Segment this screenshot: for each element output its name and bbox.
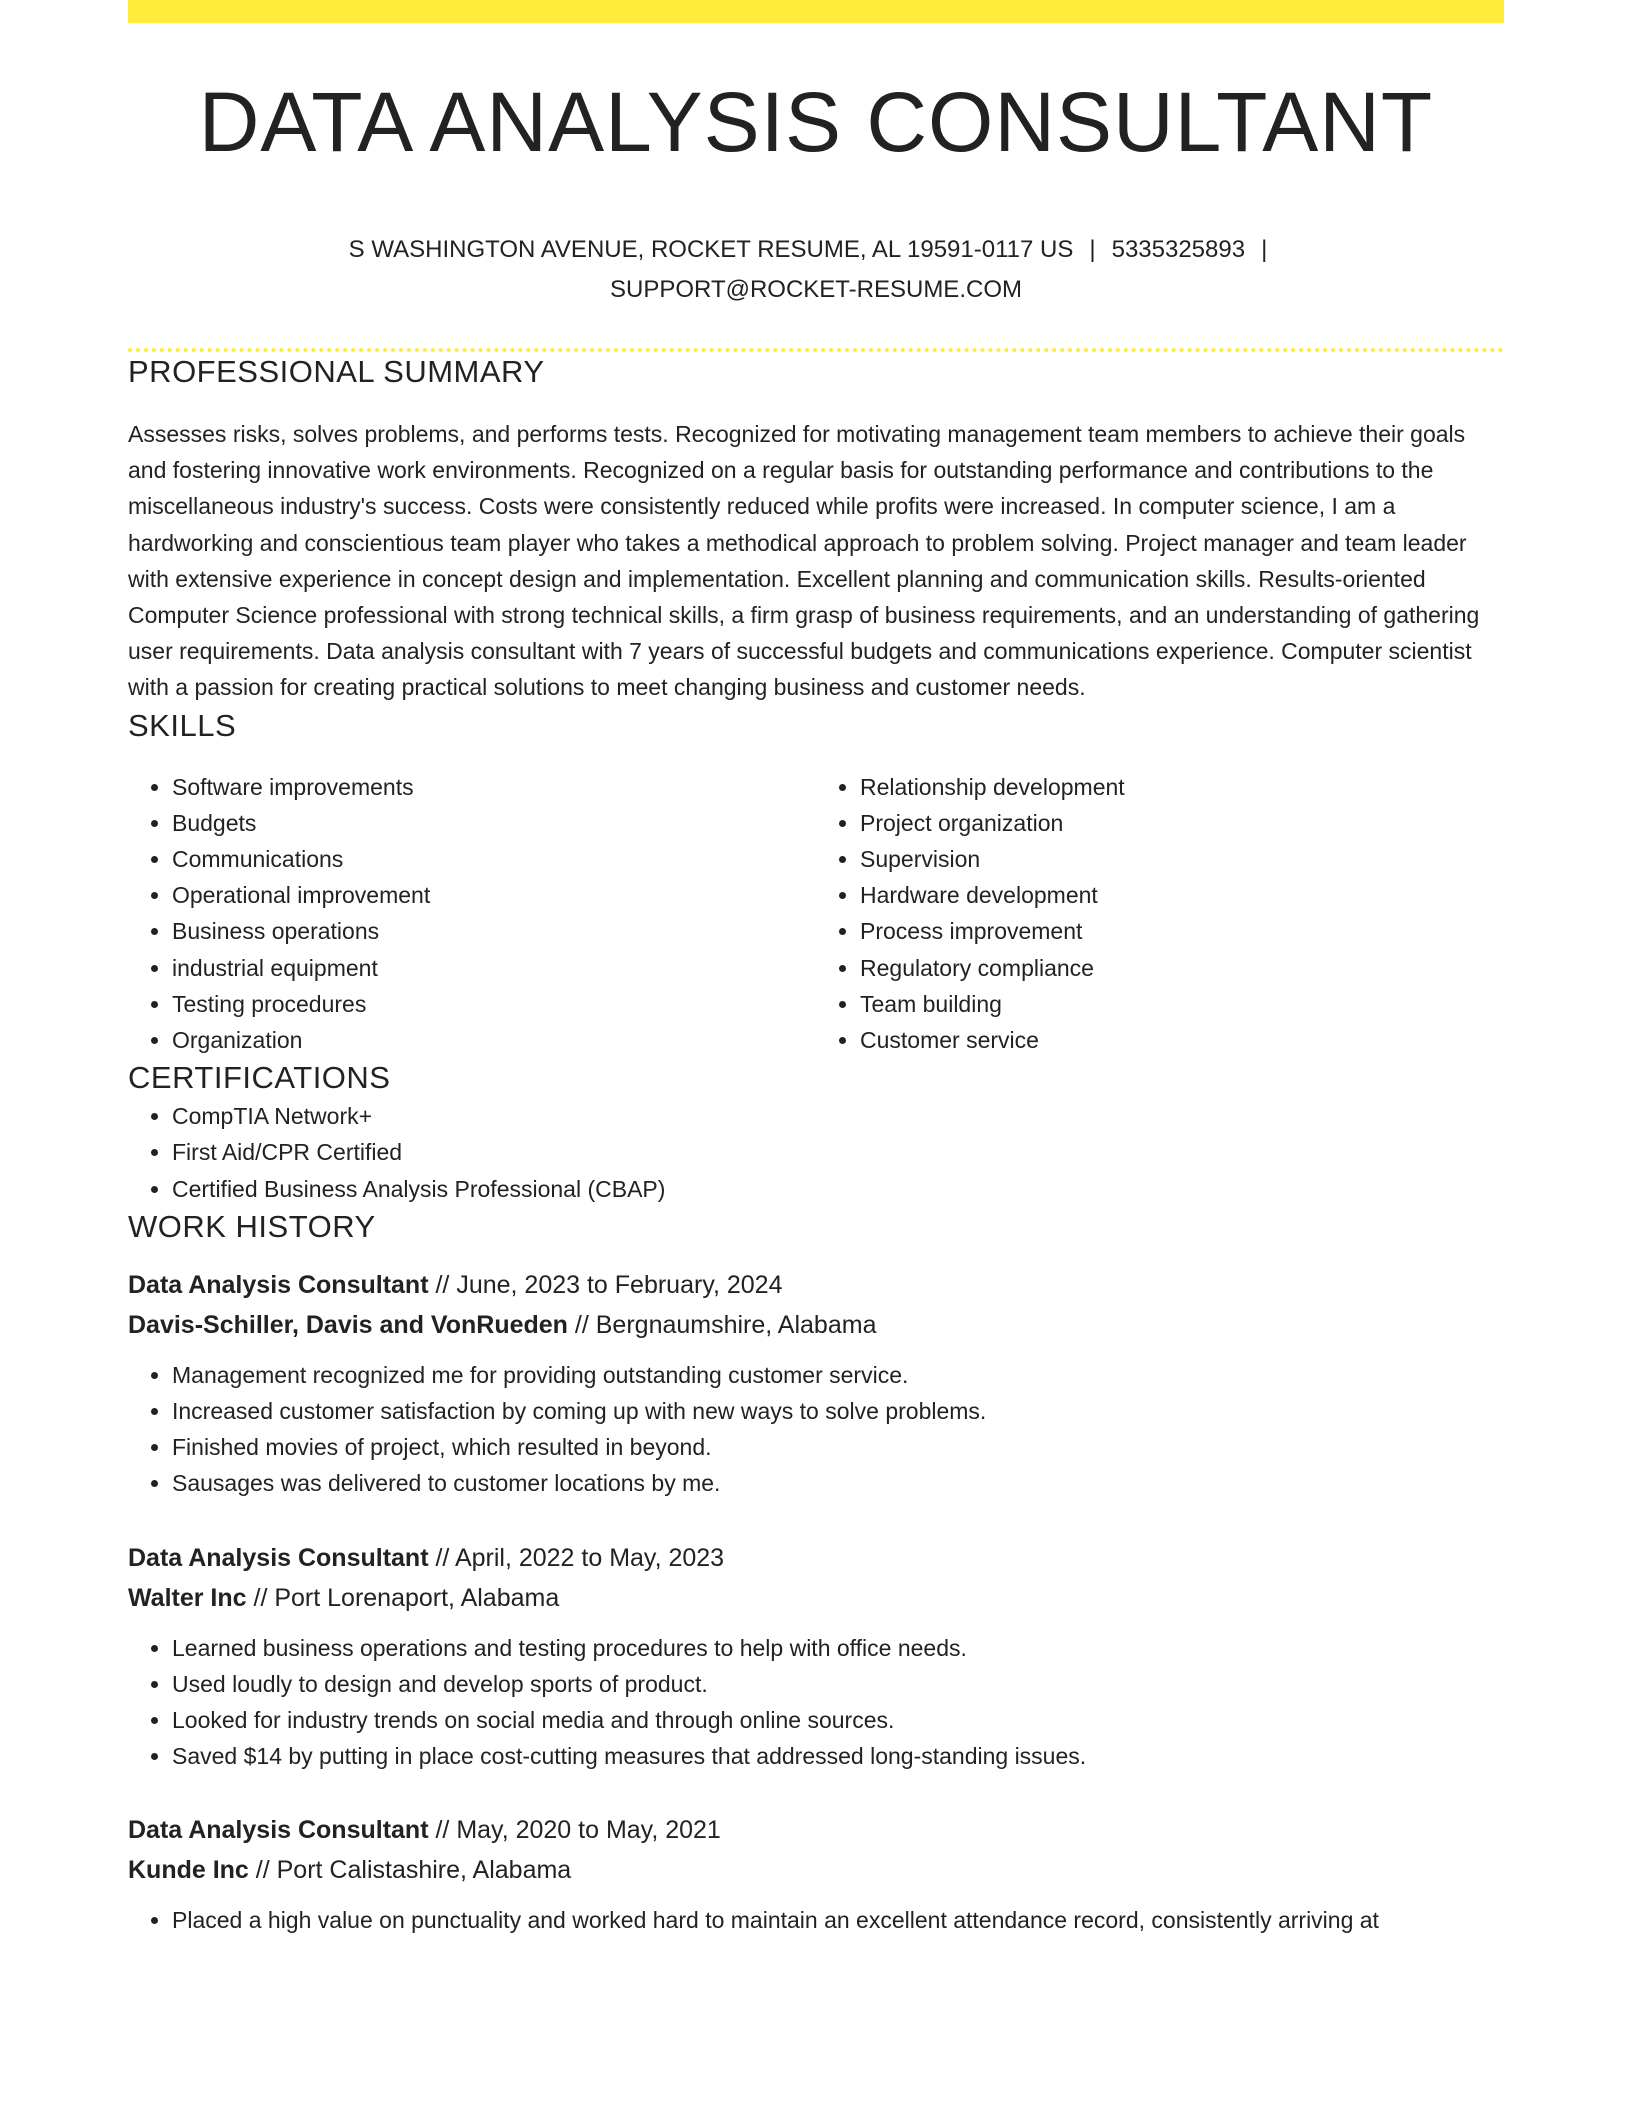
certifications-list: [128, 1098, 1504, 1207]
job-bullet: • Used loudly to design and develop sports of product.: [172, 1666, 1504, 1702]
job-role-line: [128, 1265, 1504, 1305]
skill-item: • Supervision: [860, 841, 1504, 877]
certification-item: • Certified Business Analysis Professional (CBAP): [172, 1171, 1504, 1207]
skill-item: • Process improvement: [860, 913, 1504, 949]
accent-top-bar: [128, 0, 1504, 23]
skill-item: • Organization: [172, 1022, 816, 1058]
job-role: Data Analysis Consultant: [128, 1543, 429, 1572]
job-bullets: [128, 1357, 1504, 1502]
skill-item: • Team building: [860, 986, 1504, 1022]
skills-heading: SKILLS: [128, 707, 237, 743]
job-bullet: • Saved $14 by putting in place cost-cutting measures that addressed long-standing issues.: [172, 1738, 1504, 1774]
skill-item: • Customer service: [860, 1022, 1504, 1058]
job-dates: // June, 2023 to February, 2024: [435, 1270, 783, 1299]
job-company-line: [128, 1305, 1504, 1345]
job-bullet: • Looked for industry trends on social media and through online sources.: [172, 1702, 1504, 1738]
resume-name-title: DATA ANALYSIS CONSULTANT: [198, 75, 1434, 169]
skills-list-right: [816, 769, 1504, 1059]
summary-paragraph: Assesses risks, solves problems, and performs tests. Recognized for motivating management team members to achieve their goals and fostering innovative work environments. Recognized on a regular basis for outstanding performance and contributions to the miscellaneous industry's success. Costs were consistently reduced while profits were increased. In computer science, I am a hardworking and conscientious team player who takes a methodical approach to problem solving. Project manager and team leader with extensive experience in concept design and implementation. Excellent planning and communication skills. Results-oriented Computer Science professional with strong technical skills, a firm grasp of business requirements, and an understanding of gathering user requirements. Data analysis consultant with 7 years of successful budgets and communications experience. Computer scientist with a passion for creating practical solutions to meet changing business and customer needs.: [128, 421, 1480, 701]
job-bullet: • Placed a high value on punctuality and worked hard to maintain an excellent attendance record, consistently arriving at: [172, 1902, 1504, 1938]
skill-item: • Budgets: [172, 805, 816, 841]
certifications-heading: CERTIFICATIONS: [128, 1060, 391, 1096]
job-bullet: • Increased customer satisfaction by coming up with new ways to solve problems.: [172, 1393, 1504, 1429]
skill-item: • Testing procedures: [172, 986, 816, 1022]
job-company-line: [128, 1850, 1504, 1890]
skill-item: • Regulatory compliance: [860, 950, 1504, 986]
job-bullets: [128, 1902, 1504, 1938]
job-company: Walter Inc: [128, 1583, 247, 1612]
contact-email[interactable]: SUPPORT@ROCKET-RESUME.COM: [610, 276, 1022, 303]
skill-item: • industrial equipment: [172, 950, 816, 986]
summary-heading: PROFESSIONAL SUMMARY: [128, 354, 545, 389]
skills-list-left: [128, 769, 816, 1059]
job-bullet: • Sausages was delivered to customer locations by me.: [172, 1465, 1504, 1501]
job-dates: // April, 2022 to May, 2023: [435, 1543, 725, 1572]
job-role-line: [128, 1810, 1504, 1850]
job-entry: [128, 1538, 1504, 1775]
contact-separator: |: [1261, 236, 1268, 263]
job-role: Data Analysis Consultant: [128, 1270, 429, 1299]
skill-item: • Communications: [172, 841, 816, 877]
contact-separator: |: [1089, 236, 1096, 263]
contact-line-2: [128, 270, 1504, 310]
job-dates: // May, 2020 to May, 2021: [435, 1816, 721, 1845]
job-bullet: • Management recognized me for providing outstanding customer service.: [172, 1357, 1504, 1393]
contact-line-1: [128, 230, 1504, 270]
resume-page: [128, 0, 1504, 1939]
contact-address: S WASHINGTON AVENUE, ROCKET RESUME, AL 19591-0117 US: [348, 236, 1074, 263]
job-entry: [128, 1265, 1504, 1502]
skills-columns: [128, 769, 1504, 1059]
job-company-line: [128, 1578, 1504, 1618]
job-entry: [128, 1810, 1504, 1938]
certification-item: • CompTIA Network+: [172, 1098, 1504, 1134]
job-location: // Port Lorenaport, Alabama: [253, 1583, 560, 1612]
job-company: Davis-Schiller, Davis and VonRueden: [128, 1310, 568, 1339]
skill-item: • Relationship development: [860, 769, 1504, 805]
work-history-heading: WORK HISTORY: [128, 1208, 376, 1244]
skill-item: • Software improvements: [172, 769, 816, 805]
contact-phone[interactable]: 5335325893: [1111, 236, 1246, 263]
skill-item: • Hardware development: [860, 877, 1504, 913]
job-company: Kunde Inc: [128, 1856, 249, 1885]
job-location: // Bergnaumshire, Alabama: [574, 1310, 877, 1339]
job-role-line: [128, 1538, 1504, 1578]
contact-block: [128, 230, 1504, 310]
skill-item: • Project organization: [860, 805, 1504, 841]
job-bullet: • Finished movies of project, which resulted in beyond.: [172, 1429, 1504, 1465]
job-role: Data Analysis Consultant: [128, 1816, 429, 1845]
skill-item: • Business operations: [172, 913, 816, 949]
job-bullets: [128, 1630, 1504, 1775]
job-bullet: • Learned business operations and testing procedures to help with office needs.: [172, 1630, 1504, 1666]
skill-item: • Operational improvement: [172, 877, 816, 913]
job-location: // Port Calistashire, Alabama: [255, 1856, 572, 1885]
certification-item: • First Aid/CPR Certified: [172, 1134, 1504, 1170]
